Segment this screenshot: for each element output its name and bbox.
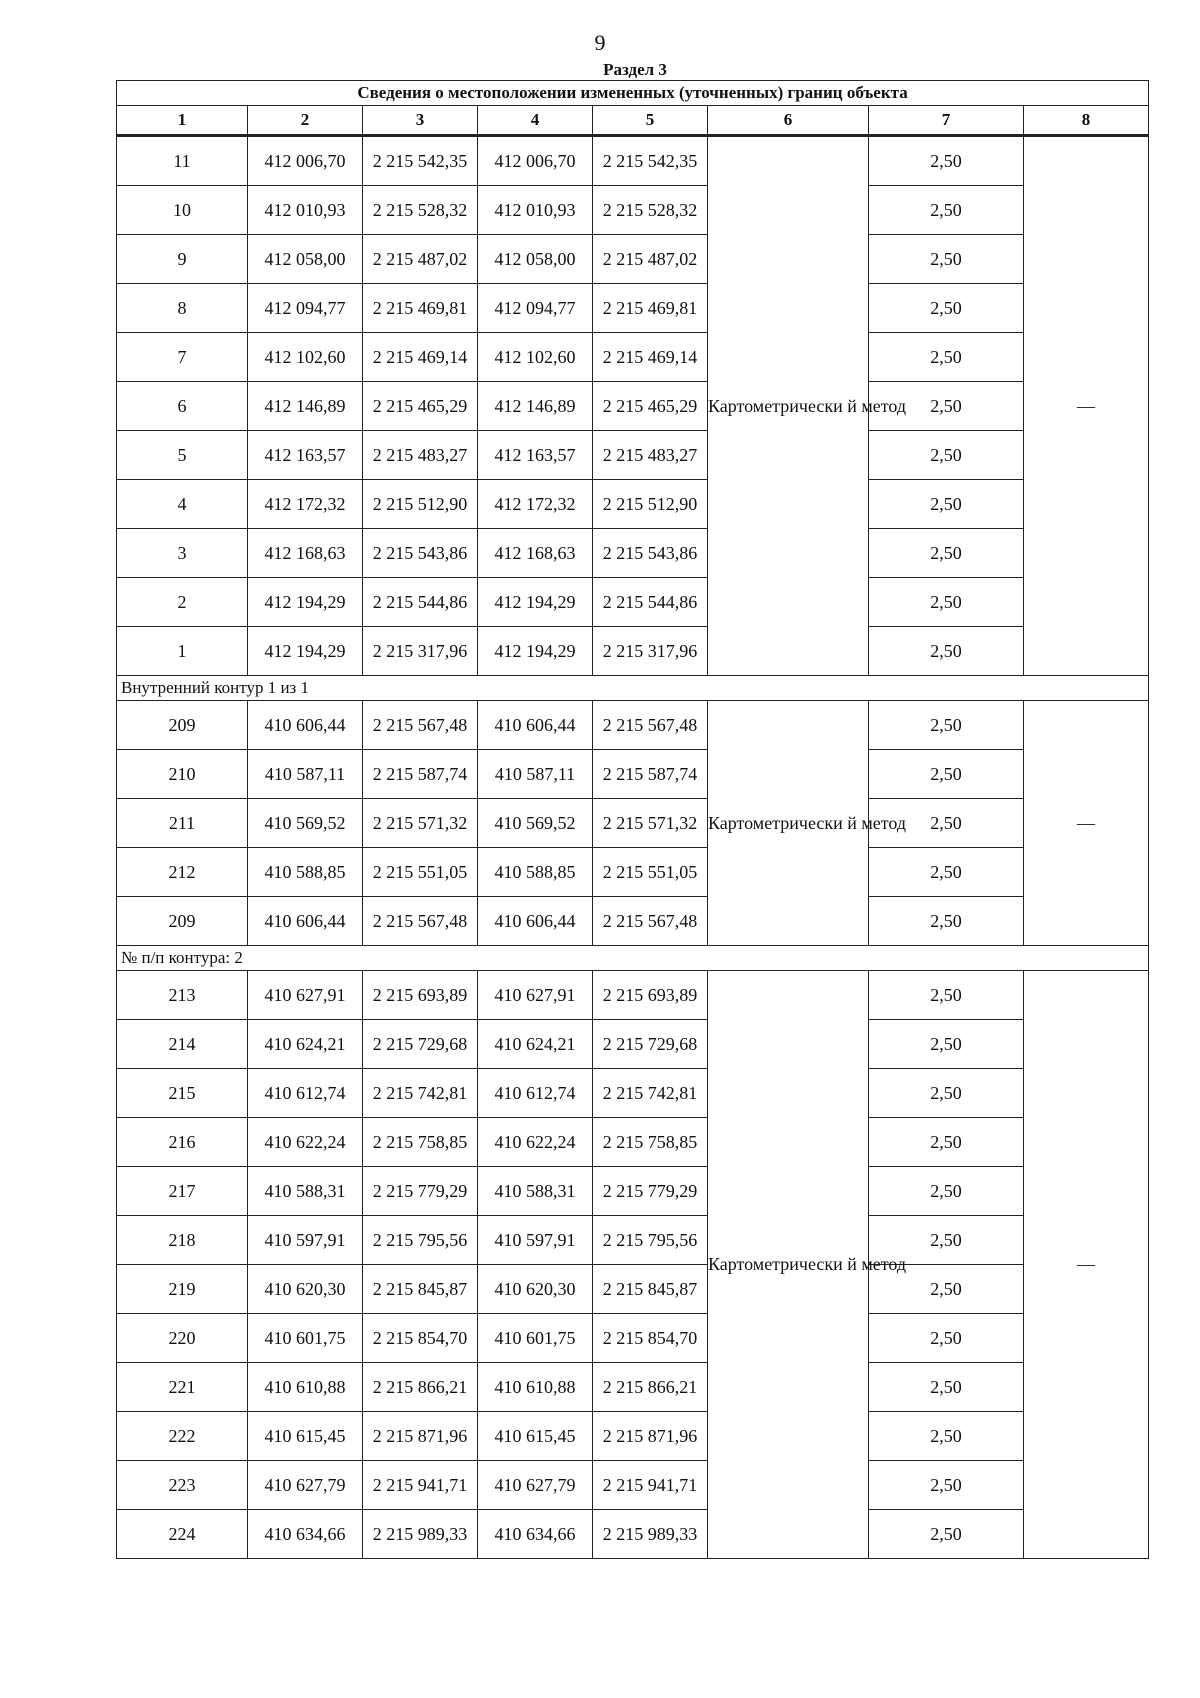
new-y: 2 215 587,74: [593, 750, 708, 799]
new-y: 2 215 758,85: [593, 1118, 708, 1167]
accuracy-value: 2,50: [869, 578, 1024, 627]
existing-x: 410 606,44: [248, 897, 363, 946]
accuracy-value: 2,50: [869, 1461, 1024, 1510]
table-row: [117, 431, 1149, 480]
column-number: 2: [248, 106, 363, 136]
new-x: 412 058,00: [478, 235, 593, 284]
existing-x: 410 569,52: [248, 799, 363, 848]
existing-y: 2 215 729,68: [363, 1020, 478, 1069]
table-row: [117, 701, 1149, 750]
existing-x: 410 634,66: [248, 1510, 363, 1559]
point-number: 213: [117, 971, 248, 1020]
page-number: 9: [594, 30, 606, 55]
new-y: 2 215 729,68: [593, 1020, 708, 1069]
table-row: [117, 1510, 1149, 1559]
existing-y: 2 215 779,29: [363, 1167, 478, 1216]
new-y: 2 215 483,27: [593, 431, 708, 480]
new-y: 2 215 317,96: [593, 627, 708, 676]
accuracy-value: 2,50: [869, 186, 1024, 235]
existing-y: 2 215 693,89: [363, 971, 478, 1020]
existing-y: 2 215 795,56: [363, 1216, 478, 1265]
point-number: 9: [117, 235, 248, 284]
accuracy-value: 2,50: [869, 1314, 1024, 1363]
existing-x: 412 146,89: [248, 382, 363, 431]
new-y: 2 215 465,29: [593, 382, 708, 431]
table-row: [117, 333, 1149, 382]
contour-heading-row: [117, 676, 1149, 701]
new-x: 412 194,29: [478, 627, 593, 676]
accuracy-value: 2,50: [869, 136, 1024, 186]
new-y: 2 215 512,90: [593, 480, 708, 529]
point-number: 5: [117, 431, 248, 480]
existing-x: 410 610,88: [248, 1363, 363, 1412]
existing-x: 412 172,32: [248, 480, 363, 529]
existing-x: 410 624,21: [248, 1020, 363, 1069]
accuracy-value: 2,50: [869, 897, 1024, 946]
accuracy-value: 2,50: [869, 1020, 1024, 1069]
new-y: 2 215 779,29: [593, 1167, 708, 1216]
existing-x: 410 620,30: [248, 1265, 363, 1314]
new-x: 412 006,70: [478, 136, 593, 186]
existing-x: 410 622,24: [248, 1118, 363, 1167]
existing-x: 412 010,93: [248, 186, 363, 235]
contour-heading-row: [117, 946, 1149, 971]
point-number: 209: [117, 897, 248, 946]
contour-heading: № п/п контура: 2: [117, 946, 1149, 971]
table-row: [117, 750, 1149, 799]
accuracy-value: 2,50: [869, 1118, 1024, 1167]
existing-x: 412 168,63: [248, 529, 363, 578]
existing-x: 412 194,29: [248, 578, 363, 627]
new-x: 412 168,63: [478, 529, 593, 578]
existing-y: 2 215 487,02: [363, 235, 478, 284]
new-x: 410 606,44: [478, 701, 593, 750]
existing-x: 410 606,44: [248, 701, 363, 750]
point-number: 222: [117, 1412, 248, 1461]
point-number: 210: [117, 750, 248, 799]
table-row: [117, 799, 1149, 848]
column-number: 1: [117, 106, 248, 136]
existing-y: 2 215 469,14: [363, 333, 478, 382]
existing-x: 410 627,79: [248, 1461, 363, 1510]
accuracy-value: 2,50: [869, 1265, 1024, 1314]
new-x: 410 620,30: [478, 1265, 593, 1314]
point-number: 3: [117, 529, 248, 578]
new-y: 2 215 567,48: [593, 897, 708, 946]
existing-x: 412 006,70: [248, 136, 363, 186]
table-row: [117, 627, 1149, 676]
new-y: 2 215 795,56: [593, 1216, 708, 1265]
column-number: 8: [1024, 106, 1149, 136]
accuracy-value: 2,50: [869, 1167, 1024, 1216]
new-x: 412 102,60: [478, 333, 593, 382]
existing-y: 2 215 758,85: [363, 1118, 478, 1167]
existing-x: 410 588,85: [248, 848, 363, 897]
existing-y: 2 215 567,48: [363, 897, 478, 946]
point-number: 211: [117, 799, 248, 848]
existing-y: 2 215 845,87: [363, 1265, 478, 1314]
note-cell: —: [1024, 136, 1149, 676]
point-number: 10: [117, 186, 248, 235]
new-x: 412 163,57: [478, 431, 593, 480]
new-y: 2 215 845,87: [593, 1265, 708, 1314]
accuracy-value: 2,50: [869, 1216, 1024, 1265]
accuracy-value: 2,50: [869, 480, 1024, 529]
table-body: [117, 81, 1149, 1559]
existing-y: 2 215 542,35: [363, 136, 478, 186]
accuracy-value: 2,50: [869, 971, 1024, 1020]
table-row: [117, 1314, 1149, 1363]
table-caption-row: [117, 81, 1149, 106]
table-row: [117, 136, 1149, 186]
new-y: 2 215 854,70: [593, 1314, 708, 1363]
point-number: 214: [117, 1020, 248, 1069]
new-y: 2 215 567,48: [593, 701, 708, 750]
existing-x: 412 102,60: [248, 333, 363, 382]
point-number: 216: [117, 1118, 248, 1167]
accuracy-value: 2,50: [869, 284, 1024, 333]
new-y: 2 215 469,14: [593, 333, 708, 382]
accuracy-value: 2,50: [869, 382, 1024, 431]
point-number: 1: [117, 627, 248, 676]
existing-x: 412 163,57: [248, 431, 363, 480]
existing-y: 2 215 528,32: [363, 186, 478, 235]
point-number: 223: [117, 1461, 248, 1510]
existing-y: 2 215 871,96: [363, 1412, 478, 1461]
note-cell: —: [1024, 701, 1149, 946]
boundary-coordinates-table: [116, 80, 1149, 1559]
accuracy-value: 2,50: [869, 750, 1024, 799]
point-number: 8: [117, 284, 248, 333]
column-numbers-row: [117, 106, 1149, 136]
point-number: 217: [117, 1167, 248, 1216]
existing-y: 2 215 989,33: [363, 1510, 478, 1559]
table-row: [117, 848, 1149, 897]
existing-y: 2 215 567,48: [363, 701, 478, 750]
point-number: 212: [117, 848, 248, 897]
table-row: [117, 382, 1149, 431]
existing-y: 2 215 512,90: [363, 480, 478, 529]
point-number: 219: [117, 1265, 248, 1314]
point-number: 4: [117, 480, 248, 529]
point-number: 209: [117, 701, 248, 750]
point-number: 7: [117, 333, 248, 382]
existing-x: 410 601,75: [248, 1314, 363, 1363]
new-y: 2 215 469,81: [593, 284, 708, 333]
existing-x: 410 588,31: [248, 1167, 363, 1216]
table-row: [117, 1412, 1149, 1461]
existing-y: 2 215 469,81: [363, 284, 478, 333]
existing-y: 2 215 854,70: [363, 1314, 478, 1363]
accuracy-value: 2,50: [869, 701, 1024, 750]
column-number: 4: [478, 106, 593, 136]
point-number: 221: [117, 1363, 248, 1412]
point-number: 224: [117, 1510, 248, 1559]
new-x: 412 146,89: [478, 382, 593, 431]
table-row: [117, 897, 1149, 946]
new-x: 410 627,79: [478, 1461, 593, 1510]
existing-x: 412 058,00: [248, 235, 363, 284]
existing-x: 410 597,91: [248, 1216, 363, 1265]
new-y: 2 215 693,89: [593, 971, 708, 1020]
new-y: 2 215 551,05: [593, 848, 708, 897]
new-x: 410 588,31: [478, 1167, 593, 1216]
accuracy-value: 2,50: [869, 1510, 1024, 1559]
existing-y: 2 215 866,21: [363, 1363, 478, 1412]
section-title: Раздел 3: [603, 60, 667, 79]
accuracy-value: 2,50: [869, 333, 1024, 382]
point-number: 2: [117, 578, 248, 627]
new-y: 2 215 941,71: [593, 1461, 708, 1510]
determination-method: Картометрически й метод: [708, 701, 869, 946]
table-row: [117, 480, 1149, 529]
new-x: 412 172,32: [478, 480, 593, 529]
table-row: [117, 578, 1149, 627]
new-y: 2 215 871,96: [593, 1412, 708, 1461]
existing-y: 2 215 587,74: [363, 750, 478, 799]
existing-x: 410 627,91: [248, 971, 363, 1020]
point-number: 220: [117, 1314, 248, 1363]
new-x: 410 612,74: [478, 1069, 593, 1118]
new-x: 410 627,91: [478, 971, 593, 1020]
accuracy-value: 2,50: [869, 431, 1024, 480]
accuracy-value: 2,50: [869, 1363, 1024, 1412]
table-row: [117, 1461, 1149, 1510]
existing-x: 412 194,29: [248, 627, 363, 676]
new-y: 2 215 989,33: [593, 1510, 708, 1559]
existing-x: 410 612,74: [248, 1069, 363, 1118]
point-number: 215: [117, 1069, 248, 1118]
accuracy-value: 2,50: [869, 627, 1024, 676]
determination-method: Картометрически й метод: [708, 136, 869, 676]
accuracy-value: 2,50: [869, 235, 1024, 284]
existing-y: 2 215 317,96: [363, 627, 478, 676]
table-row: [117, 529, 1149, 578]
new-y: 2 215 866,21: [593, 1363, 708, 1412]
table-row: [117, 284, 1149, 333]
existing-y: 2 215 465,29: [363, 382, 478, 431]
existing-x: 412 094,77: [248, 284, 363, 333]
table-row: [117, 186, 1149, 235]
new-x: 410 610,88: [478, 1363, 593, 1412]
column-number: 5: [593, 106, 708, 136]
new-x: 410 634,66: [478, 1510, 593, 1559]
existing-y: 2 215 544,86: [363, 578, 478, 627]
new-x: 410 587,11: [478, 750, 593, 799]
new-x: 410 615,45: [478, 1412, 593, 1461]
table-row: [117, 1216, 1149, 1265]
existing-y: 2 215 551,05: [363, 848, 478, 897]
table-row: [117, 971, 1149, 1020]
existing-y: 2 215 941,71: [363, 1461, 478, 1510]
accuracy-value: 2,50: [869, 799, 1024, 848]
table-row: [117, 1363, 1149, 1412]
accuracy-value: 2,50: [869, 848, 1024, 897]
column-number: 7: [869, 106, 1024, 136]
existing-x: 410 615,45: [248, 1412, 363, 1461]
new-x: 410 624,21: [478, 1020, 593, 1069]
table-caption: Сведения о местоположении измененных (уточненных) границ объекта: [117, 81, 1149, 106]
column-number: 3: [363, 106, 478, 136]
new-y: 2 215 487,02: [593, 235, 708, 284]
new-y: 2 215 542,35: [593, 136, 708, 186]
new-x: 410 601,75: [478, 1314, 593, 1363]
new-y: 2 215 528,32: [593, 186, 708, 235]
existing-y: 2 215 571,32: [363, 799, 478, 848]
existing-y: 2 215 483,27: [363, 431, 478, 480]
table-row: [117, 1020, 1149, 1069]
contour-heading: Внутренний контур 1 из 1: [117, 676, 1149, 701]
new-x: 410 597,91: [478, 1216, 593, 1265]
existing-x: 410 587,11: [248, 750, 363, 799]
existing-y: 2 215 742,81: [363, 1069, 478, 1118]
new-x: 412 194,29: [478, 578, 593, 627]
note-cell: —: [1024, 971, 1149, 1559]
table-row: [117, 1265, 1149, 1314]
point-number: 218: [117, 1216, 248, 1265]
point-number: 6: [117, 382, 248, 431]
accuracy-value: 2,50: [869, 1412, 1024, 1461]
new-x: 410 569,52: [478, 799, 593, 848]
new-y: 2 215 571,32: [593, 799, 708, 848]
accuracy-value: 2,50: [869, 529, 1024, 578]
table-row: [117, 1118, 1149, 1167]
existing-y: 2 215 543,86: [363, 529, 478, 578]
column-number: 6: [708, 106, 869, 136]
point-number: 11: [117, 136, 248, 186]
new-x: 410 606,44: [478, 897, 593, 946]
table-row: [117, 1167, 1149, 1216]
table-row: [117, 235, 1149, 284]
new-y: 2 215 543,86: [593, 529, 708, 578]
new-x: 412 094,77: [478, 284, 593, 333]
new-x: 412 010,93: [478, 186, 593, 235]
new-y: 2 215 742,81: [593, 1069, 708, 1118]
table-row: [117, 1069, 1149, 1118]
determination-method: Картометрически й метод: [708, 971, 869, 1559]
new-x: 410 622,24: [478, 1118, 593, 1167]
new-y: 2 215 544,86: [593, 578, 708, 627]
new-x: 410 588,85: [478, 848, 593, 897]
accuracy-value: 2,50: [869, 1069, 1024, 1118]
